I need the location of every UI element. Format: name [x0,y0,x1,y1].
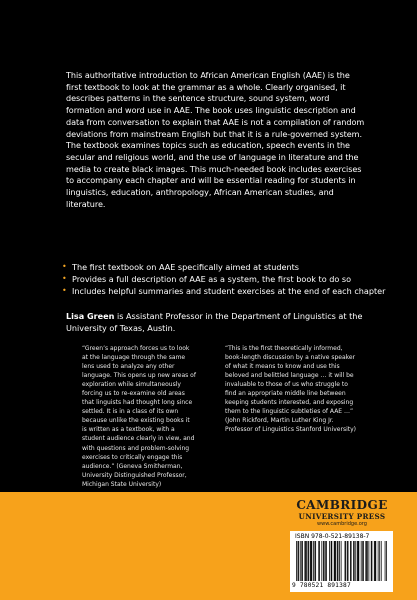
barcode-bar [300,541,301,581]
barcode-bar [334,541,335,581]
feature-text: Includes helpful summaries and student exercises at the end of each chapter [72,286,386,296]
barcode-bar [329,541,330,581]
barcode-bar [386,541,387,581]
barcode-bar [318,541,319,581]
barcode-bar [358,541,359,581]
barcode-bar [331,541,332,581]
publisher-url: www.cambridge.org [317,521,367,527]
review-quote-left: “Green’s approach forces us to look at the language through the same lens used to analyze any other language. This opens up new areas of exploration while simultaneously forcing us to re-examine old areas that linguists had thought long since settled. It is in a class of its own because unlike the existing books it is written as a textbook, with a student audience clearly in view, and with questions and problem-solving exercises to critically engage this audience.” (Geneva Smitherman, University Distinguished Professor, Michigan State University) [82,345,196,488]
barcode-bar [357,541,358,581]
barcode-bar [348,541,349,581]
barcode-bar [315,541,316,581]
barcode-bar [371,541,372,581]
barcode-bar [351,541,352,581]
barcode-bar [308,541,309,581]
bullet-icon: • [62,286,67,295]
barcode-bar [315,541,316,581]
barcode-bar [345,541,346,581]
bullet-icon: • [62,274,67,283]
barcode-bar [341,541,342,581]
barcode-bar [358,541,359,581]
isbn-label: ISBN 978-0-521-89138-7 [295,533,370,540]
publisher-name: CAMBRIDGE [296,498,388,512]
barcode-bar [372,541,373,581]
barcode-bar [378,541,379,581]
barcode-bar [302,541,303,581]
barcode-bar [366,541,367,581]
barcode-bars [296,541,387,581]
barcode-bar [374,541,375,581]
barcode-bar [345,541,346,581]
publisher-press: UNIVERSITY PRESS [298,512,386,521]
barcode-bar [311,541,312,581]
barcode-bar [310,541,311,581]
barcode-bar [298,541,299,581]
review-quote-right: “This is the first theoretically informed, book-length discussion by a native speaker of what it means to know and use this beloved and belittled language … it will be invaluable to those of us who struggle to find an appropriate middle line between keeping students interested, and exposing them to the linguistic subtleties of AAE …” (John Rickford, Martin Luther King Jr. Professor of Linguistics Stanford University) [225,345,356,434]
barcode-bar [304,541,305,581]
barcode-bar [335,541,336,581]
barcode-bar [362,541,363,581]
barcode-bar [381,541,382,581]
barcode-bar [379,541,380,581]
barcode-bar [306,541,307,581]
barcode-bar [355,541,356,581]
barcode-bar [313,541,314,581]
barcode-bar [335,541,336,581]
barcode-bar [326,541,327,581]
barcode-bar [337,541,338,581]
feature-list [62,261,386,297]
publisher-logo [292,499,392,528]
barcode-bar [323,541,324,581]
barcode-bar [367,541,368,581]
barcode-panel [290,531,393,592]
barcode-bar [325,541,326,581]
author-bio [66,311,366,334]
barcode-bar [321,541,322,581]
feature-item [62,285,386,297]
barcode-bar [298,541,299,581]
book-description: This authoritative introduction to African American English (AAE) is the first textbook to look at the grammar as a whole. Clearly organised, it describes patterns in the sentence structure, sound system, word formation and word use in AAE. The book uses linguistic description and data from conversation to explain that AAE is not a compilation of random deviations from mainstream English but that it is a rule-governed system. The textbook examines topics such as education, speech events in the secular and religious world, and the use of language in literature and the media to create black images. This much-needed book includes exercises to accompany each chapter and will be essential reading for students in linguistics, education, anthropology, African American studies, and literature. [66,70,365,209]
barcode-bar [339,541,340,581]
feature-item [62,261,382,273]
author-name: Lisa Green [66,311,115,321]
feature-text: The first textbook on AAE specifically aimed at students [72,262,299,272]
barcode-bar [319,541,320,581]
barcode-digits: 9 780521 891387 [292,582,351,589]
barcode-bar [375,541,376,581]
bullet-icon: • [62,262,67,271]
barcode-bar [308,541,309,581]
feature-item [62,273,382,285]
barcode-bar [363,541,364,581]
barcode-bar [305,541,306,581]
barcode-bar [350,541,351,581]
barcode-bar [338,541,339,581]
barcode-bar [385,541,386,581]
barcode-bar [375,541,376,581]
barcode-bar [331,541,332,581]
barcode-bar [296,541,297,581]
barcode-bar [368,541,369,581]
author-bio-text: is Assistant Professor in the Department of Linguistics at the University of Texas, Austin. [66,311,363,333]
barcode-bar [311,541,312,581]
barcode-bar [324,541,325,581]
barcode-bar [365,541,366,581]
barcode-bar [301,541,302,581]
barcode-bar [354,541,355,581]
barcode-bar [353,541,354,581]
barcode-bar [347,541,348,581]
feature-text: Provides a full description of AAE as a system, the first book to do so [72,274,352,284]
barcode-bar [361,541,362,581]
